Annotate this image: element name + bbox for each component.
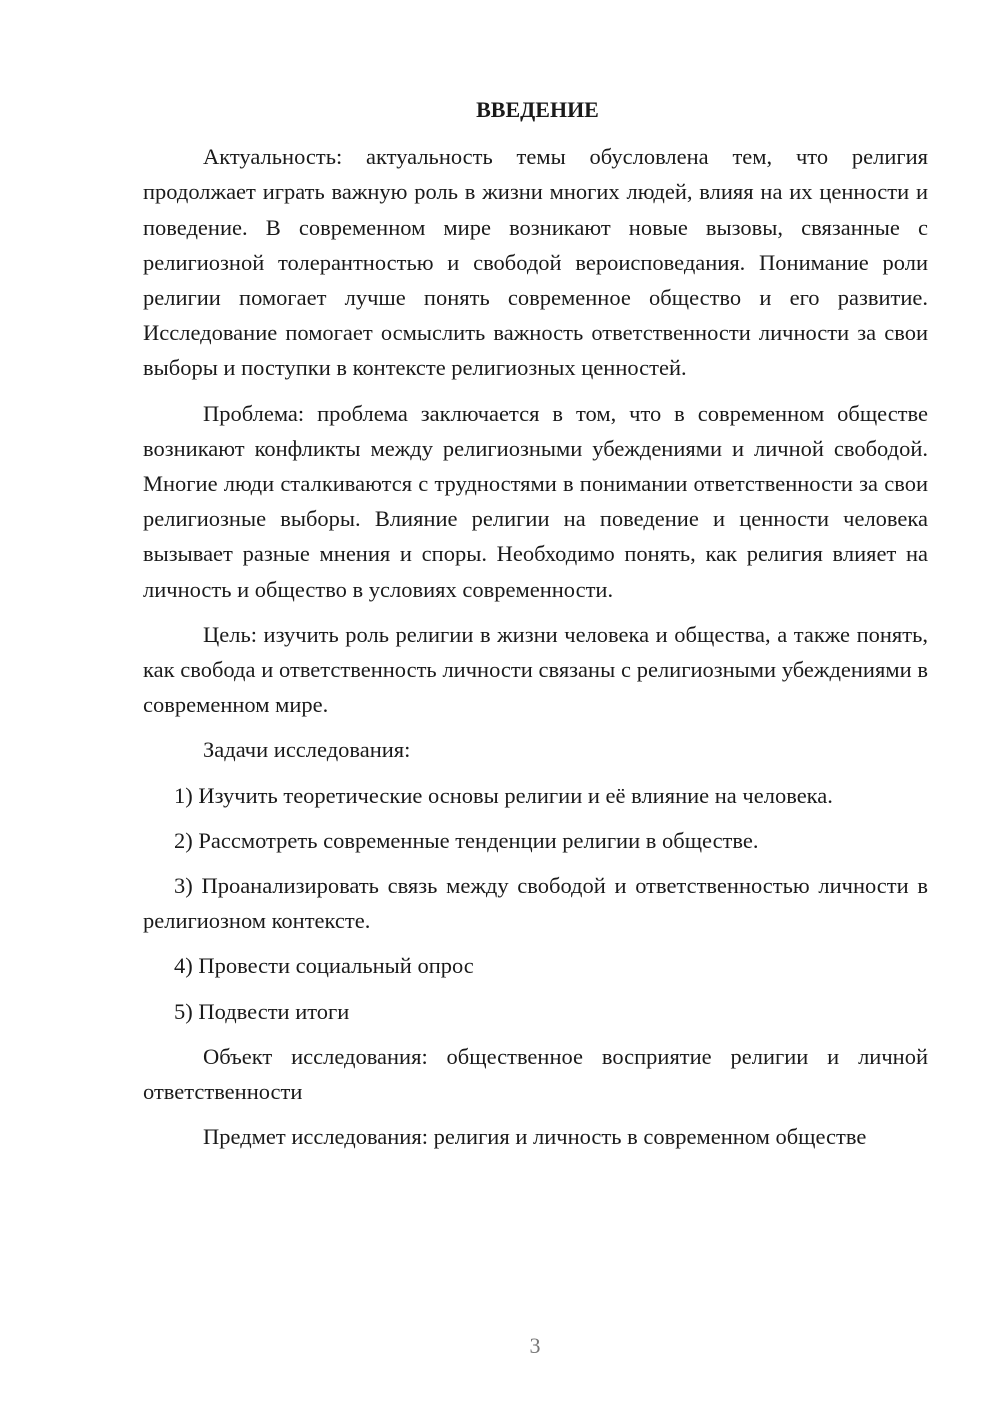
task-item-3: 3) Проанализировать связь между свободой и ответственностью личности в религиозном контексте. xyxy=(143,873,928,934)
task-item-1: 1) Изучить теоретические основы религии и её влияние на человека. xyxy=(174,782,833,808)
task-item-4: 4) Провести социальный опрос xyxy=(174,953,474,979)
tasks-heading: Задачи исследования: xyxy=(203,737,411,763)
page-number: 3 xyxy=(529,1333,541,1358)
problem-paragraph: Проблема: проблема заключается в том, что в современном обществе возникают конфликты между религиозными убеждениями и личной свободой. Многие люди сталкиваются с трудностями в понимании ответственности за свои религиозные выборы. Влияние религии на поведение и ценности человека вызывает разные мнения и споры. Необходимо понять, как религия влияет на личность и общество в условиях современности. xyxy=(143,400,928,602)
goal-paragraph: Цель: изучить роль религии в жизни человека и общества, а также понять, как свобода и ответственность личности связаны с религиозными убеждениями в современном мире. xyxy=(143,621,928,718)
document-page xyxy=(143,92,928,1164)
subject-paragraph: Предмет исследования: религия и личность в современном обществе xyxy=(203,1124,867,1150)
relevance-paragraph: Актуальность: актуальность темы обусловлена тем, что религия продолжает играть важную роль в жизни многих людей, влияя на их ценности и поведение. В современном мире возникают новые вызовы, связанные с религиозной толерантностью и свободой вероисповедания. Понимание роли религии помогает лучше понять современное общество и его развитие. Исследование помогает осмыслить важность ответственности личности за свои выборы и поступки в контексте религиозных ценностей. xyxy=(143,144,928,381)
task-item-2: 2) Рассмотреть современные тенденции религии в обществе. xyxy=(174,827,759,853)
object-paragraph: Объект исследования: общественное восприятие религии и личной ответственности xyxy=(143,1043,928,1105)
section-title: ВВЕДЕНИЕ xyxy=(476,97,599,122)
task-item-5: 5) Подвести итоги xyxy=(174,998,350,1024)
